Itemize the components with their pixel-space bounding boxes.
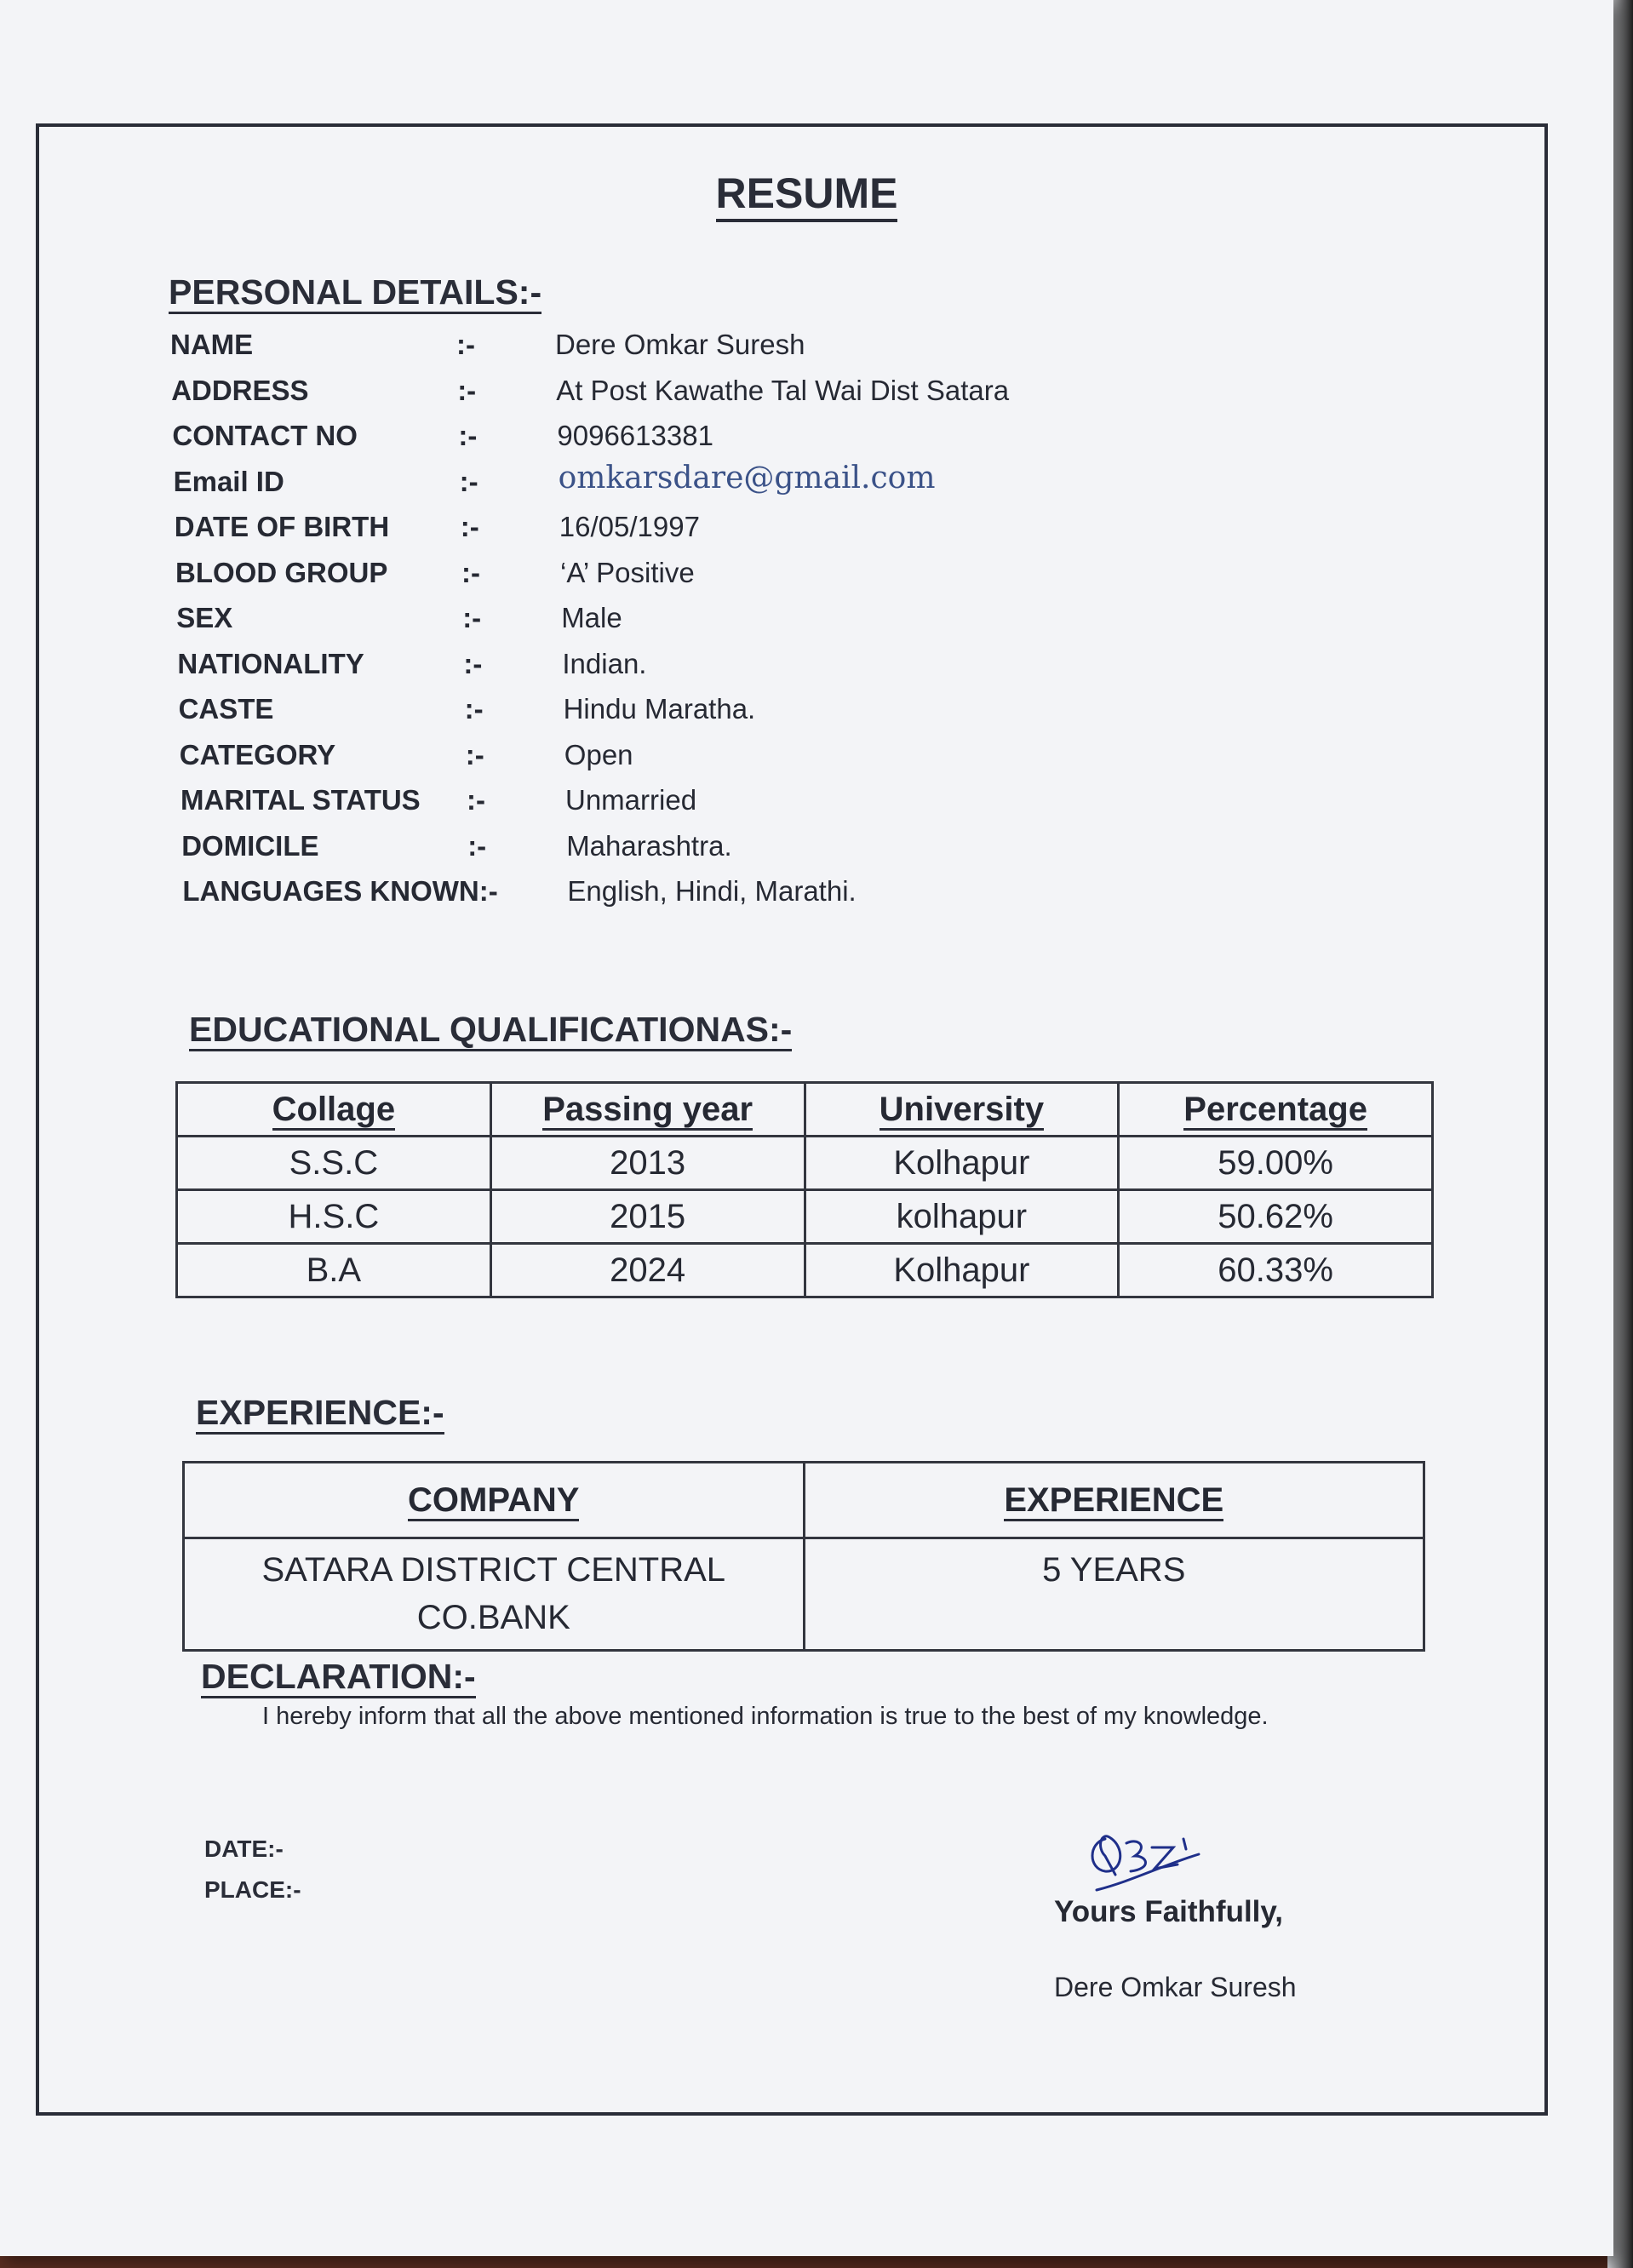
table-cell: S.S.C xyxy=(177,1137,491,1190)
detail-row xyxy=(171,375,1108,419)
detail-value: 9096613381 xyxy=(557,420,713,451)
detail-value: ‘A’ Positive xyxy=(560,556,695,588)
education-table xyxy=(175,1081,1434,1298)
detail-value: 16/05/1997 xyxy=(559,511,700,542)
detail-separator: :- xyxy=(457,374,477,406)
detail-label: ADDRESS xyxy=(171,374,309,406)
date-label: DATE:- xyxy=(204,1836,284,1862)
experience-duration-cell: 5 YEARS xyxy=(804,1538,1424,1651)
detail-separator: :- xyxy=(461,556,480,588)
table-row xyxy=(177,1244,1433,1297)
declaration-text: I hereby inform that all the above mentioned information is true to the best of my knowledge. xyxy=(262,1703,1269,1730)
detail-value: Dere Omkar Suresh xyxy=(555,329,805,360)
detail-row xyxy=(179,693,1115,737)
company-cell xyxy=(184,1538,805,1651)
detail-row xyxy=(182,875,1119,919)
column-header-college: Collage xyxy=(177,1083,491,1137)
detail-value: Open xyxy=(564,738,633,770)
signature-stroke xyxy=(1183,1839,1186,1849)
table-cell: 59.00% xyxy=(1119,1137,1433,1190)
detail-value: Maharashtra. xyxy=(566,829,732,862)
detail-separator: :- xyxy=(456,329,475,360)
detail-row xyxy=(175,511,1111,555)
table-cell: kolhapur xyxy=(805,1190,1119,1244)
table-row xyxy=(177,1137,1433,1190)
table-cell: Kolhapur xyxy=(805,1244,1119,1297)
detail-value: At Post Kawathe Tal Wai Dist Satara xyxy=(556,374,1010,406)
column-header-percentage: Percentage xyxy=(1119,1083,1433,1137)
company-name-line: SATARA DISTRICT CENTRAL xyxy=(261,1551,726,1589)
detail-label: NAME xyxy=(170,329,254,360)
signature-stroke xyxy=(1126,1841,1146,1871)
detail-label: CASTE xyxy=(178,693,274,724)
detail-value: Male xyxy=(561,602,622,633)
table-cell: 2024 xyxy=(490,1244,805,1297)
column-header-passing-year: Passing year xyxy=(490,1083,805,1137)
detail-value: English, Hindi, Marathi. xyxy=(567,875,857,907)
detail-row xyxy=(170,329,1107,373)
resume-title: RESUME xyxy=(0,169,1613,218)
detail-label: BLOOD GROUP xyxy=(175,556,388,588)
detail-separator: :- xyxy=(462,602,482,633)
experience-table xyxy=(182,1461,1425,1652)
table-cell: 60.33% xyxy=(1119,1244,1433,1297)
table-cell: H.S.C xyxy=(177,1190,491,1244)
education-heading: EDUCATIONAL QUALIFICATIONAS:- xyxy=(189,1010,792,1051)
detail-label: SEX xyxy=(176,602,233,633)
company-name-line: CO.BANK xyxy=(416,1599,570,1636)
declaration-heading: DECLARATION:- xyxy=(201,1657,476,1698)
place-label: PLACE:- xyxy=(204,1876,301,1903)
table-cell: 2013 xyxy=(490,1137,805,1190)
table-cell: 50.62% xyxy=(1119,1190,1433,1244)
detail-row xyxy=(172,420,1109,464)
detail-separator: :- xyxy=(467,829,487,862)
column-header-university: University xyxy=(805,1083,1119,1137)
detail-label: CATEGORY xyxy=(179,738,336,770)
detail-label: DOMICILE xyxy=(181,829,319,862)
column-header-experience: EXPERIENCE xyxy=(804,1463,1424,1538)
detail-row xyxy=(175,557,1112,601)
detail-row xyxy=(177,648,1114,692)
detail-label: Email ID xyxy=(173,465,284,497)
detail-row xyxy=(176,602,1113,646)
detail-row xyxy=(181,830,1118,874)
detail-label: LANGUAGES KNOWN:- xyxy=(182,875,498,907)
detail-row xyxy=(180,784,1117,828)
table-row xyxy=(184,1538,1424,1651)
table-cell: B.A xyxy=(177,1244,491,1297)
signature-image xyxy=(1080,1822,1207,1907)
column-header-company: COMPANY xyxy=(184,1463,805,1538)
detail-separator: :- xyxy=(465,738,484,770)
detail-row xyxy=(180,739,1116,783)
signature-stroke xyxy=(1097,1854,1199,1890)
detail-separator: :- xyxy=(463,647,483,679)
signatory-name: Dere Omkar Suresh xyxy=(1054,1972,1297,2002)
table-cell: 2015 xyxy=(490,1190,805,1244)
detail-label: MARITAL STATUS xyxy=(180,784,421,816)
education-header-row xyxy=(177,1083,1433,1137)
detail-value: Indian. xyxy=(562,647,647,679)
detail-label: CONTACT NO xyxy=(172,420,358,451)
table-cell: Kolhapur xyxy=(805,1137,1119,1190)
detail-row xyxy=(173,460,1110,510)
detail-separator: :- xyxy=(467,784,485,816)
detail-separator: :- xyxy=(458,420,478,451)
closing-text: Yours Faithfully, xyxy=(1054,1895,1283,1928)
table-row xyxy=(177,1190,1433,1244)
personal-details-heading: PERSONAL DETAILS:- xyxy=(169,272,541,314)
email-value: omkarsdare@gmail.com xyxy=(558,460,936,495)
detail-separator: :- xyxy=(464,693,484,724)
detail-separator: :- xyxy=(459,465,478,497)
experience-heading: EXPERIENCE:- xyxy=(196,1393,444,1435)
detail-label: NATIONALITY xyxy=(177,647,364,679)
detail-value: Unmarried xyxy=(565,784,697,816)
experience-header-row xyxy=(184,1463,1424,1538)
signature-stroke xyxy=(1092,1836,1120,1875)
detail-separator: :- xyxy=(460,511,479,542)
detail-label: DATE OF BIRTH xyxy=(174,511,390,542)
detail-value: Hindu Maratha. xyxy=(563,693,756,724)
